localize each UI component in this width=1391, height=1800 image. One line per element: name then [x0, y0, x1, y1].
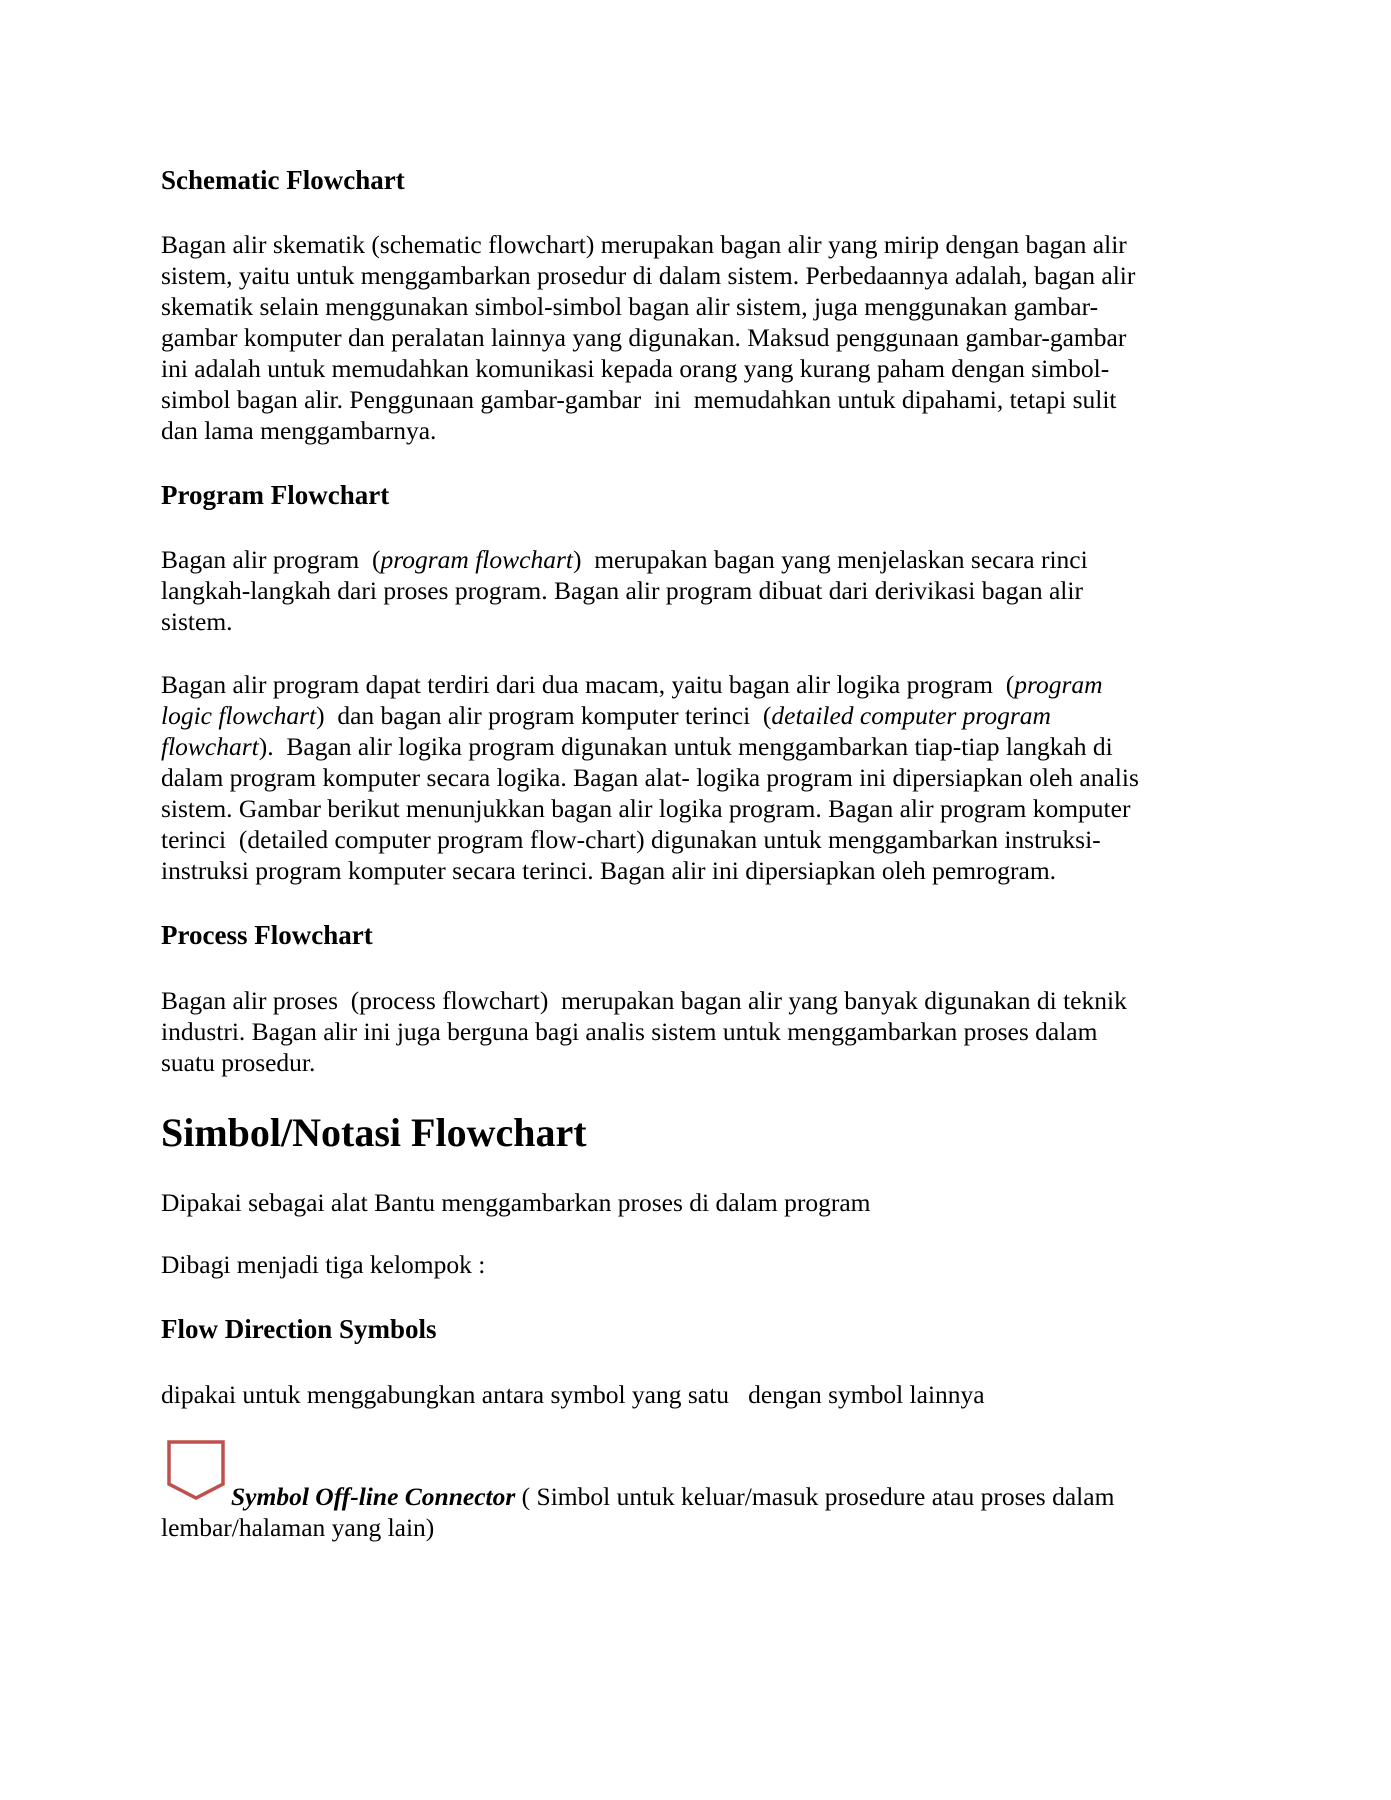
- text-line: gambar komputer dan peralatan lainnya yang digunakan. Maksud penggunaan gambar-gambar: [161, 323, 1127, 352]
- text-line: Dibagi menjadi tiga kelompok :: [161, 1250, 486, 1279]
- italic-text: flowchart: [161, 732, 259, 761]
- heading-program-flowchart: Program Flowchart: [161, 480, 390, 510]
- text-line: industri. Bagan alir ini juga berguna bagi analis sistem untuk menggambarkan proses dalam: [161, 1017, 1098, 1046]
- italic-text: logic flowchart: [161, 701, 317, 730]
- paragraph-program-2: [161, 669, 1261, 886]
- text-line: dan lama menggambarnya.: [161, 416, 437, 445]
- text: ) dan bagan alir program komputer terinci (: [316, 701, 772, 730]
- intro-line-1: [161, 1187, 1261, 1218]
- text-line: [161, 544, 1261, 575]
- text-line: terinci (detailed computer program flow-chart) digunakan untuk menggambarkan instruksi-: [161, 825, 1101, 854]
- paragraph-program-1: [161, 544, 1261, 637]
- flow-direction-description: [161, 1379, 1261, 1410]
- text-line: [161, 1481, 1261, 1512]
- text-line: langkah-langkah dari proses program. Bagan alir program dibuat dari derivikasi bagan alir: [161, 576, 1083, 605]
- heading-schematic-flowchart: Schematic Flowchart: [161, 165, 405, 195]
- text: ). Bagan alir logika program digunakan untuk menggambarkan tiap-tiap langkah di: [258, 732, 1113, 761]
- text-line: dalam program komputer secara logika. Bagan alat- logika program ini dipersiapkan oleh analis: [161, 763, 1139, 792]
- text-line: ini adalah untuk memudahkan komunikasi kepada orang yang kurang paham dengan simbol-: [161, 354, 1110, 383]
- italic-text: program: [1014, 670, 1103, 699]
- text-line: suatu prosedur.: [161, 1048, 316, 1077]
- text-line: sistem. Gambar berikut menunjukkan bagan alir logika program. Bagan alir program komputer: [161, 794, 1131, 823]
- text-line: [161, 669, 1261, 700]
- heading-flow-direction-symbols: Flow Direction Symbols: [161, 1314, 437, 1344]
- text-line: Bagan alir skematik (schematic flowchart) merupakan bagan alir yang mirip dengan bagan alir: [161, 230, 1127, 259]
- text-line: instruksi program komputer secara terinci. Bagan alir ini dipersiapkan oleh pemrogram.: [161, 856, 1057, 885]
- text-line: sistem.: [161, 607, 233, 636]
- paragraph-schematic: [161, 229, 1261, 446]
- text-line: sistem, yaitu untuk menggambarkan prosedur di dalam sistem. Perbedaannya adalah, bagan alir: [161, 261, 1136, 290]
- text: ( Simbol untuk keluar/masuk prosedure atau proses dalam: [515, 1482, 1115, 1511]
- heading-process-flowchart: Process Flowchart: [161, 920, 373, 950]
- symbol-name: Symbol Off-line Connector: [231, 1482, 516, 1511]
- text-line: simbol bagan alir. Penggunaan gambar-gambar ini memudahkan untuk dipahami, tetapi sulit: [161, 385, 1117, 414]
- text: Bagan alir program (: [161, 545, 381, 574]
- heading-simbol-notasi: Simbol/Notasi Flowchart: [161, 1110, 587, 1155]
- intro-line-2: [161, 1249, 1261, 1280]
- text: Bagan alir program dapat terdiri dari dua macam, yaitu bagan alir logika program (: [161, 670, 1015, 699]
- text-line: [161, 731, 1261, 762]
- text-line: skematik selain menggunakan simbol-simbol bagan alir sistem, juga menggunakan gambar-: [161, 292, 1099, 321]
- text: ) merupakan bagan yang menjelaskan secara rinci: [572, 545, 1088, 574]
- paragraph-process: [161, 985, 1261, 1078]
- text-line: Dipakai sebagai alat Bantu menggambarkan proses di dalam program: [161, 1188, 871, 1217]
- offline-connector-description: [161, 1481, 1261, 1543]
- text-line: dipakai untuk menggabungkan antara symbol yang satu dengan symbol lainnya: [161, 1380, 985, 1409]
- italic-text: program flowchart: [380, 545, 573, 574]
- text-line: [161, 700, 1261, 731]
- text-line: lembar/halaman yang lain): [161, 1513, 435, 1542]
- italic-text: detailed computer program: [771, 701, 1051, 730]
- text-line: Bagan alir proses (process flowchart) merupakan bagan alir yang banyak digunakan di teknik: [161, 986, 1127, 1015]
